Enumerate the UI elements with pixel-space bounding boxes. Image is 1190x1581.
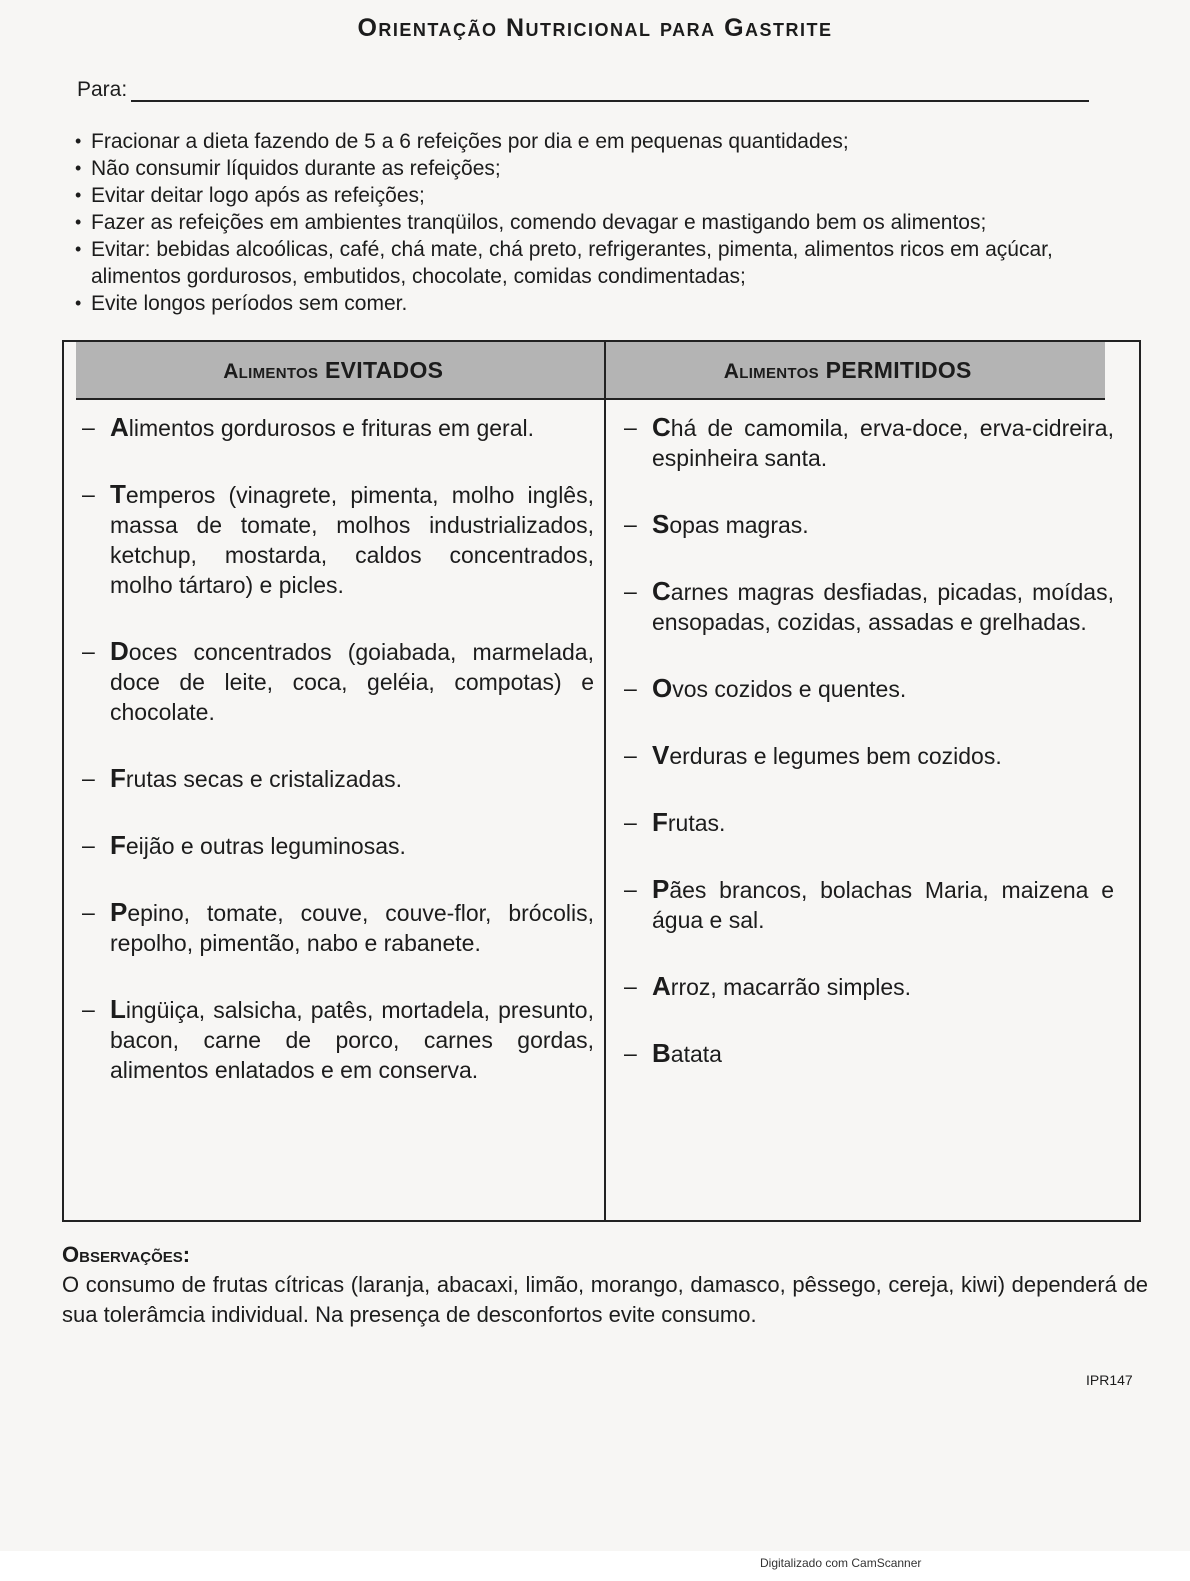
avoided-food-item: – Frutas secas e cristalizadas. xyxy=(82,763,403,793)
food-table xyxy=(62,340,1141,1222)
avoided-food-item: – Doces concentrados (goiabada, marmelada, doce de leite, coca, geléia, compotas) e chocolate. xyxy=(82,636,594,725)
recipient-line xyxy=(131,78,1089,102)
allowed-food-item: – Carnes magras desfiadas, picadas, moídas, ensopadas, cozidas, assadas e grelhadas. xyxy=(624,576,1114,635)
avoided-food-item: – Alimentos gordurosos e frituras em geral. xyxy=(82,412,535,442)
allowed-food-item: – Sopas magras. xyxy=(624,509,809,539)
allowed-header-title: PERMITIDOS xyxy=(825,357,972,383)
allowed-food-item: – Verduras e legumes bem cozidos. xyxy=(624,740,1002,770)
document-code: IPR147 xyxy=(1086,1372,1133,1388)
page-title: Orientação Nutricional para Gastrite xyxy=(357,14,833,42)
allowed-food-item: – Frutas. xyxy=(624,807,726,837)
avoided-food-item: – Pepino, tomate, couve, couve-flor, brócolis, repolho, pimentão, nabo e rabanete. xyxy=(82,897,594,956)
allowed-food-item: – Batata xyxy=(624,1038,722,1068)
allowed-food-item: – Arroz, macarrão simples. xyxy=(624,971,912,1001)
guideline-item: • Não consumir líquidos durante as refeições; xyxy=(75,155,1075,182)
para-label: Para: xyxy=(77,78,128,101)
avoided-header-prefix: Alimentos xyxy=(223,360,319,383)
observations-section xyxy=(62,1240,1148,1330)
observations-text: O consumo de frutas cítricas (laranja, abacaxi, limão, morango, damasco, pêssego, cereja, kiwi) dependerá de sua tolerâmcia individual. Na presença de desconfortos evite consumo. xyxy=(62,1272,1148,1327)
allowed-header-prefix: Alimentos xyxy=(723,360,819,383)
allowed-food-item: – Ovos cozidos e quentes. xyxy=(624,673,907,703)
recipient-field xyxy=(77,78,1089,102)
allowed-food-item: – Chá de camomila, erva-doce, erva-cidreira, espinheira santa. xyxy=(624,412,1114,471)
guideline-item: • Evite longos períodos sem comer. xyxy=(75,290,1075,317)
allowed-foods-list xyxy=(624,412,1114,1105)
scanner-footer xyxy=(0,1551,1190,1581)
avoided-foods-list xyxy=(82,412,594,1121)
guideline-item: • Evitar deitar logo após as refeições; xyxy=(75,182,1075,209)
table-header xyxy=(76,342,1105,400)
avoided-header-title: EVITADOS xyxy=(325,357,444,383)
guideline-item: • Fazer as refeições em ambientes tranqüilos, comendo devagar e mastigando bem os alimentos; xyxy=(75,209,1075,236)
avoided-food-item: – Temperos (vinagrete, pimenta, molho inglês, massa de tomate, molhos industrializados, ketchup, mostarda, caldos concentrados, molho tártaro) e picles. xyxy=(82,479,594,598)
column-divider xyxy=(604,342,606,1220)
observations-heading: Observações: xyxy=(62,1242,191,1267)
guideline-item: • Evitar: bebidas alcoólicas, café, chá mate, chá preto, refrigerantes, pimenta, alimentos ricos em açúcar, alimentos gordurosos, embutidos, chocolate, comidas condimentadas; xyxy=(75,236,1075,290)
allowed-food-item: – Pães brancos, bolachas Maria, maizena e água e sal. xyxy=(624,874,1114,933)
allowed-header xyxy=(591,342,1106,398)
avoided-food-item: – Feijão e outras leguminosas. xyxy=(82,830,406,860)
guidelines-list xyxy=(75,128,1075,317)
avoided-header xyxy=(76,342,591,398)
avoided-food-item: – Lingüiça, salsicha, patês, mortadela, presunto, bacon, carne de porco, carnes gordas, alimentos enlatados e em conserva. xyxy=(82,994,594,1083)
guideline-item: • Fracionar a dieta fazendo de 5 a 6 refeições por dia e em pequenas quantidades; xyxy=(75,128,1075,155)
scanner-footer-text: Digitalizado com CamScanner xyxy=(760,1556,922,1570)
